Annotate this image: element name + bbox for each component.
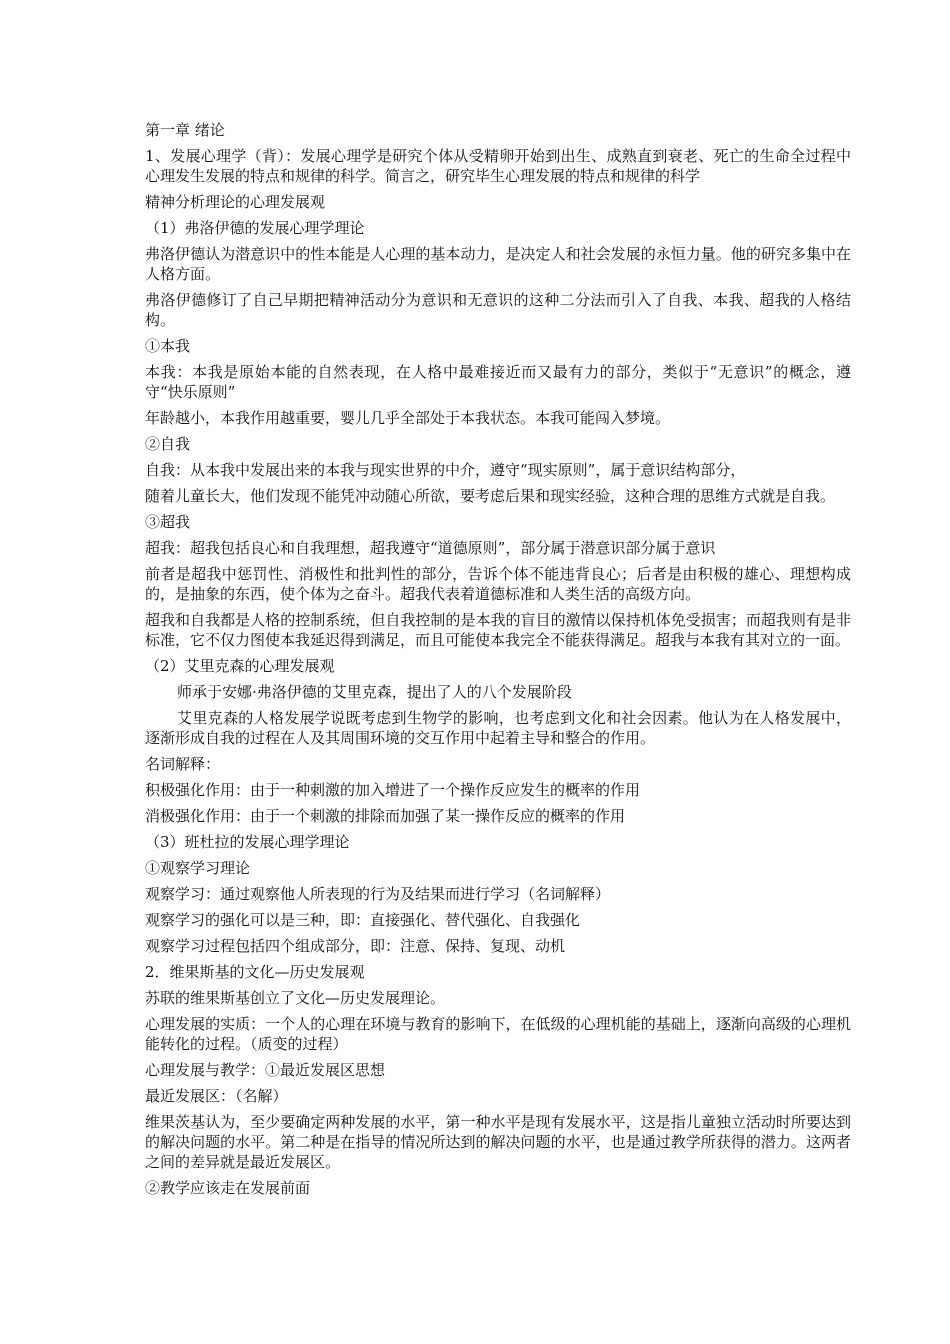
chapter-title: 第一章 绪论 (145, 121, 225, 139)
paragraph: 消极强化作用：由于一个刺激的排除而加强了某一操作反应的概率的作用 (145, 807, 626, 825)
paragraph: 观察学习的强化可以是三种，即：直接强化、替代强化、自我强化 (145, 911, 581, 929)
subsection-heading: （3）班杜拉的发展心理学理论 (145, 833, 350, 851)
list-heading: ②教学应该走在发展前面 (145, 1179, 311, 1197)
paragraph: 艾里克森的人格发展学说既考虑到生物学的影响，也考虑到文化和社会因素。他认为在人格发展中，逐渐形成自我的过程在人及其周围环境的交互作用中起着主导和整合的作用。 (145, 709, 851, 747)
term-heading: 名词解释： (145, 755, 221, 773)
paragraph: 最近发展区：（名解） (145, 1087, 288, 1105)
paragraph: 心理发展与教学：①最近发展区思想 (145, 1061, 386, 1079)
paragraph: 超我和自我都是人格的控制系统，但自我控制的是本我的盲目的激情以保持机体免受损害；而超我则有是非标准，它不仅力图使本我延迟得到满足，而且可能使本我完全不能获得满足。超我与本我有其对立的一面。 (145, 611, 851, 649)
document-page (145, 120, 851, 1204)
paragraph: 弗洛伊德认为潜意识中的性本能是人心理的基本动力，是决定人和社会发展的永恒力量。他的研究多集中在人格方面。 (145, 245, 851, 283)
paragraph: 自我：从本我中发展出来的本我与现实世界的中介，遵守“现实原则”，属于意识结构部分， (145, 461, 746, 479)
section-heading: 精神分析理论的心理发展观 (145, 193, 326, 211)
paragraph: 苏联的维果斯基创立了文化—历史发展理论。 (145, 989, 446, 1007)
paragraph: 观察学习：通过观察他人所表现的行为及结果而进行学习（名词解释） (145, 885, 611, 903)
list-heading: ①本我 (145, 337, 191, 355)
paragraph: 师承于安娜·弗洛伊德的艾里克森，提出了人的八个发展阶段 (177, 683, 572, 701)
paragraph: 随着儿童长大，他们发现不能凭冲动随心所欲，要考虑后果和现实经验，这种合理的思维方式就是自我。 (145, 487, 836, 505)
list-heading: ②自我 (145, 435, 191, 453)
list-heading: ①观察学习理论 (145, 859, 251, 877)
section-heading: 2．维果斯基的文化—历史发展观 (145, 963, 365, 981)
subsection-heading: （2）艾里克森的心理发展观 (145, 657, 335, 675)
paragraph: 积极强化作用：由于一种刺激的加入增进了一个操作反应发生的概率的作用 (145, 781, 641, 799)
subsection-heading: （1）弗洛伊德的发展心理学理论 (145, 219, 365, 237)
paragraph: 弗洛伊德修订了自己早期把精神活动分为意识和无意识的这种二分法而引入了自我、本我、超我的人格结构。 (145, 291, 851, 329)
list-heading: ③超我 (145, 513, 191, 531)
paragraph: 维果茨基认为，至少要确定两种发展的水平，第一种水平是现有发展水平，这是指儿童独立活动时所要达到的解决问题的水平。第二种是在指导的情况所达到的解决问题的水平，也是通过教学所获得的潜力。这两者之间的差异就是最近发展区。 (145, 1113, 851, 1171)
paragraph: 前者是超我中惩罚性、消极性和批判性的部分，告诉个体不能违背良心；后者是由积极的雄心、理想构成的，是抽象的东西，使个体为之奋斗。超我代表着道德标准和人类生活的高级方向。 (145, 565, 851, 603)
paragraph: 本我：本我是原始本能的自然表现，在人格中最难接近而又最有力的部分，类似于“无意识”的概念，遵守“快乐原则” (145, 363, 851, 401)
paragraph: 超我：超我包括良心和自我理想，超我遵守“道德原则”，部分属于潜意识部分属于意识 (145, 539, 716, 557)
paragraph: 1、发展心理学（背）：发展心理学是研究个体从受精卵开始到出生、成熟直到衰老、死亡的生命全过程中心理发生发展的特点和规律的科学。简言之，研究毕生心理发展的特点和规律的科学 (145, 147, 851, 185)
paragraph: 心理发展的实质：一个人的心理在环境与教育的影响下，在低级的心理机能的基础上，逐渐向高级的心理机能转化的过程。（质变的过程） (145, 1015, 851, 1053)
paragraph: 观察学习过程包括四个组成部分，即：注意、保持、复现、动机 (145, 937, 566, 955)
paragraph: 年龄越小，本我作用越重要，婴儿几乎全部处于本我状态。本我可能闯入梦境。 (145, 409, 671, 427)
